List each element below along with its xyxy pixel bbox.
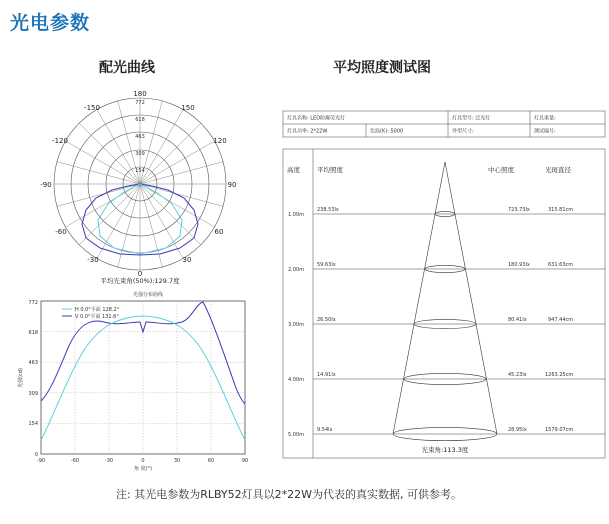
y-tick-618: 618 (28, 330, 38, 336)
row-2-height: 2.00m (288, 267, 305, 273)
row-3-avg: 26.50lx (317, 317, 336, 323)
polar-diagram (40, 90, 236, 285)
row-2-avg: 59.63lx (317, 262, 336, 268)
legend-h-plane: H 0.0°平面 128.2° (75, 307, 120, 313)
info-model: 灯具型号: 泛光灯 (452, 115, 491, 122)
col-header-center: 中心照度 (488, 166, 514, 174)
polar-angle-120: 120 (213, 137, 227, 145)
x-tick-60: 60 (207, 458, 215, 464)
cartesian-chart (17, 291, 248, 472)
x-tick-minus-60: -60 (70, 458, 80, 464)
polar-angle-minus-90: -90 (40, 181, 52, 189)
col-header-avg: 平均照度 (317, 166, 343, 174)
y-tick-309: 309 (28, 391, 38, 397)
polar-angle-90: 90 (227, 181, 237, 189)
row-2-center: 180.93lx (508, 262, 530, 268)
footnote: 注: 其光电参数为RLBY52灯具以2*22W为代表的真实数据, 可供参考。 (116, 488, 462, 501)
row-5-diameter: 1579.07cm (545, 427, 574, 433)
cartesian-x-axis-label: 角 度(°) (134, 466, 152, 472)
light-cone (393, 162, 497, 441)
polar-angle-minus-150: -150 (84, 104, 100, 112)
row-4-diameter: 1263.25cm (545, 372, 574, 378)
polar-angle-minus-30: -30 (87, 256, 99, 264)
col-header-height: 高度 (287, 166, 300, 174)
info-dimensions: 外型尺寸: (452, 128, 474, 135)
x-tick-30: 30 (173, 458, 181, 464)
illuminance-chart-heading: 平均照度测试图 (333, 60, 431, 76)
cartesian-gridlines (41, 301, 245, 454)
row-1-avg: 238.53lx (317, 207, 339, 213)
y-tick-0: 0 (34, 452, 38, 458)
polar-angle-minus-60: -60 (55, 228, 67, 236)
polar-radial-label-618: 618 (135, 117, 145, 123)
row-4-height: 4.00m (288, 377, 305, 383)
cartesian-y-axis-label: 光强(cd) (18, 368, 24, 388)
info-product-name: 灯具名称: LED防爆荧光灯 (287, 115, 346, 122)
polar-beam-angle-label: 平均光束角(50%):129.7度 (100, 277, 180, 285)
row-3-height: 3.00m (288, 322, 305, 328)
y-tick-463: 463 (28, 360, 38, 366)
legend-v-plane: V 0.0°平面 131.6° (75, 314, 119, 320)
row-4-avg: 14.91lx (317, 372, 336, 378)
polar-angle-minus-120: -120 (52, 137, 68, 145)
x-tick-0: 0 (141, 458, 145, 464)
polar-radial-label-772: 772 (135, 100, 145, 106)
row-5-center: 28.95lx (508, 427, 527, 433)
row-1-height: 1.00m (288, 212, 305, 218)
height-row-2 (288, 262, 605, 273)
polar-radial-label-309: 309 (135, 151, 145, 157)
polar-chart-heading: 配光曲线 (99, 60, 155, 76)
illuminance-diagram (283, 111, 605, 458)
row-1-center: 723.73lx (508, 207, 530, 213)
row-1-diameter: 315.81cm (548, 207, 574, 213)
row-3-center: 80.41lx (508, 317, 527, 323)
y-tick-154: 154 (28, 421, 38, 427)
polar-angle-150: 150 (181, 104, 195, 112)
row-3-diameter: 947.44cm (548, 317, 574, 323)
x-tick-90: 90 (241, 458, 249, 464)
height-row-3 (288, 317, 605, 328)
info-color-temp: 色温(K): 5000 (370, 128, 404, 135)
row-5-avg: 9.54lx (317, 427, 333, 433)
polar-radial-label-154: 154 (135, 168, 145, 174)
row-4-center: 45.23lx (508, 372, 527, 378)
row-2-diameter: 631.63cm (548, 262, 574, 268)
polar-angle-180: 180 (133, 90, 147, 98)
illuminance-frame (283, 149, 605, 458)
info-test-number: 测试编号: (534, 128, 556, 135)
row-5-height: 5.00m (288, 432, 305, 438)
info-power: 灯具功率: 2*22W (287, 128, 328, 135)
x-tick-minus-90: -90 (36, 458, 46, 464)
polar-angle-0: 0 (137, 270, 143, 278)
height-row-5 (288, 427, 605, 438)
x-tick-minus-30: -30 (104, 458, 114, 464)
col-header-diameter: 光斑直径 (545, 166, 571, 174)
info-weight: 灯具重量: (534, 115, 556, 122)
polar-angle-30: 30 (182, 256, 192, 264)
polar-angle-60: 60 (214, 228, 224, 236)
cone-beam-angle-label: 光束角:113.3度 (421, 446, 469, 454)
page-title: 光电参数 (10, 12, 91, 34)
polar-radial-label-463: 463 (135, 134, 145, 140)
y-tick-772: 772 (28, 300, 38, 306)
cartesian-chart-title: 光强分布曲线 (132, 292, 164, 298)
